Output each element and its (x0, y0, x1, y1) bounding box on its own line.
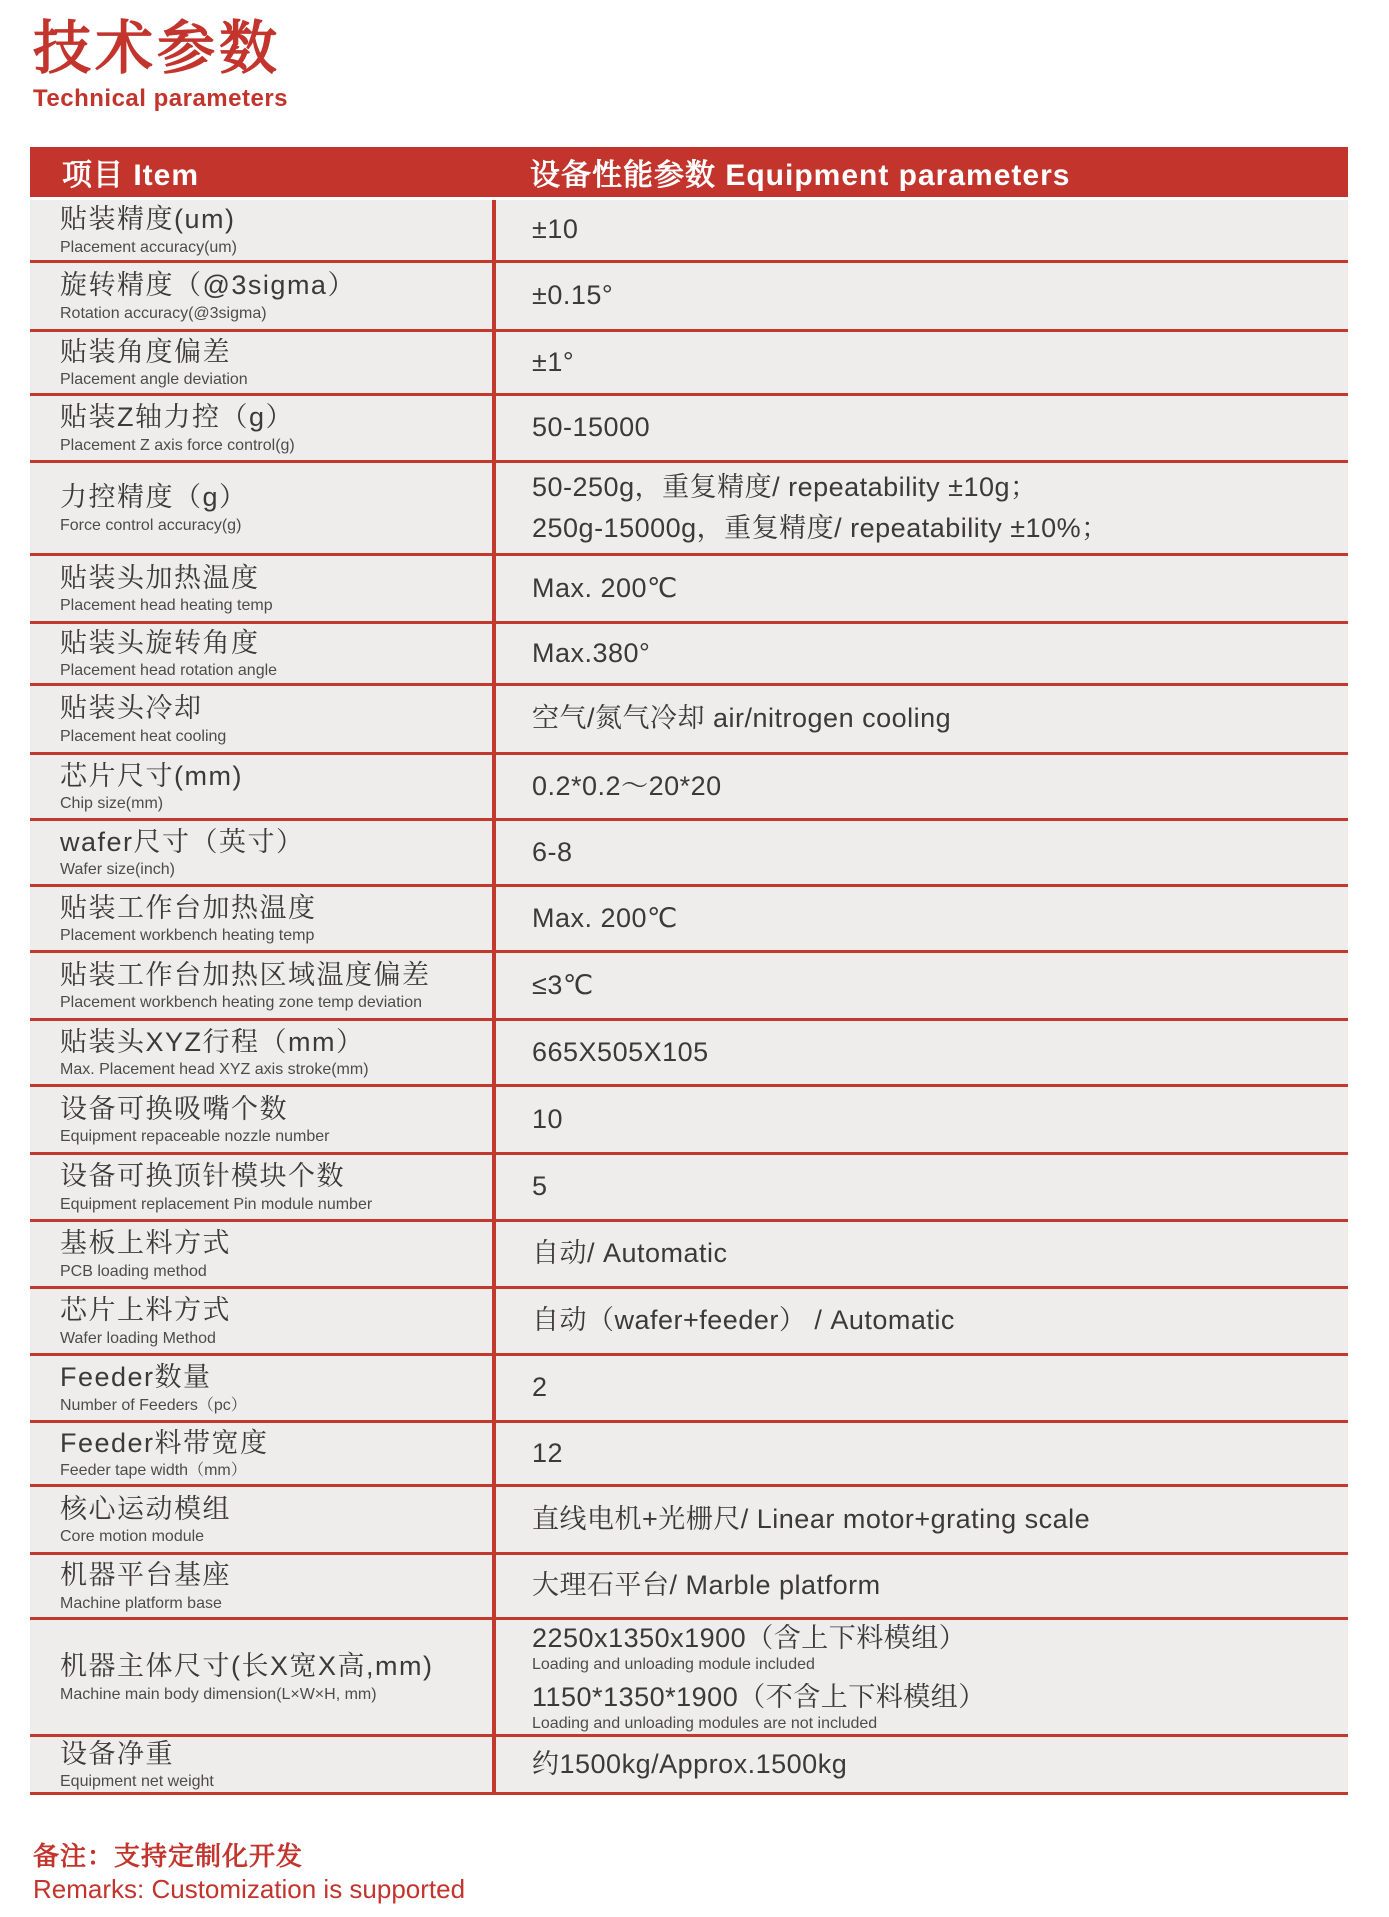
table-row (30, 1155, 1348, 1222)
table-row (30, 396, 1348, 463)
value-group (532, 636, 1338, 671)
value-group (532, 278, 1338, 313)
row-label-cell (30, 887, 492, 950)
table-row (30, 953, 1348, 1021)
row-value-cell (492, 463, 1348, 553)
value-caption: Loading and unloading modules are not included (532, 1715, 878, 1733)
value-group (532, 1035, 1338, 1070)
row-value: 1150*1350*1900（不含上下料模组） (532, 1682, 986, 1712)
row-value: 2 (532, 1372, 548, 1403)
row-label-cell (30, 396, 492, 460)
row-label-cn: 机器主体尺寸(长X宽X高,mm) (60, 1651, 434, 1682)
row-value-cell (492, 556, 1348, 621)
table-row (30, 887, 1348, 953)
row-label-cell (30, 1737, 492, 1792)
row-value: 自动/ Automatic (532, 1238, 728, 1269)
row-value: ±10 (532, 214, 579, 245)
row-label-en: Core motion module (60, 1528, 205, 1546)
row-label-en: Wafer loading Method (60, 1329, 216, 1347)
row-label-en: Placement workbench heating zone temp deviation (60, 994, 422, 1012)
row-label-en: Equipment replacement Pin module number (60, 1195, 373, 1213)
row-value-cell (492, 1737, 1348, 1792)
row-label-cn: 基板上料方式 (60, 1228, 231, 1259)
row-value-cell (492, 1423, 1348, 1484)
table-row (30, 1222, 1348, 1289)
row-label-cell (30, 1620, 492, 1734)
value-group (532, 1303, 1338, 1338)
row-label-en: Placement angle deviation (60, 371, 248, 389)
parameters-table (30, 147, 1348, 1795)
remark-en: Remarks: Customization is supported (33, 1873, 466, 1904)
value-group (532, 1568, 1338, 1603)
row-label-cell (30, 463, 492, 553)
row-label-cn: 贴装角度偏差 (60, 336, 231, 367)
table-row (30, 1487, 1348, 1555)
table-row (30, 1620, 1348, 1737)
row-label-cell (30, 1222, 492, 1286)
table-header (30, 147, 1348, 197)
row-label-cn: 芯片上料方式 (60, 1295, 231, 1326)
value-group (532, 769, 1338, 804)
row-value-cell (492, 396, 1348, 460)
row-label-en: Placement head rotation angle (60, 662, 278, 680)
row-value: 250g-15000g，重复精度/ repeatability ±10%； (532, 513, 1109, 543)
row-value: 50-250g，重复精度/ repeatability ±10g； (532, 471, 1038, 502)
row-label-cell (30, 1087, 492, 1152)
row-value-cell (492, 1356, 1348, 1420)
row-label-en: Placement Z axis force control(g) (60, 436, 295, 454)
row-label-cell (30, 1021, 492, 1084)
table-row (30, 686, 1348, 755)
row-value: 约1500kg/Approx.1500kg (532, 1748, 848, 1779)
row-label-cn: 旋转精度（@3sigma） (60, 270, 356, 301)
remarks (33, 1840, 465, 1905)
row-label-cell (30, 755, 492, 818)
row-value-cell (492, 887, 1348, 950)
value-group (532, 345, 1338, 380)
value-group (532, 212, 1338, 247)
row-value: Max. 200℃ (532, 572, 678, 603)
row-label-en: Machine main body dimension(L×W×H, mm) (60, 1685, 377, 1703)
row-value-cell (492, 332, 1348, 393)
page-subtitle: Technical parameters (33, 84, 289, 112)
row-label-cn: 贴装精度(um) (60, 204, 236, 235)
row-value: 0.2*0.2～20*20 (532, 770, 722, 801)
table-row (30, 624, 1348, 686)
row-value: Max. 200℃ (532, 902, 678, 933)
row-value-cell (492, 1620, 1348, 1734)
row-value: 12 (532, 1437, 564, 1468)
row-value: 10 (532, 1103, 564, 1134)
table-row (30, 821, 1348, 887)
row-value: 自动（wafer+feeder） / Automatic (532, 1305, 955, 1336)
row-value-cell (492, 953, 1348, 1018)
row-label-en: Feeder tape width（mm） (60, 1462, 247, 1480)
value-group (532, 1747, 1338, 1782)
row-label-en: Equipment net weight (60, 1773, 214, 1791)
table-row (30, 556, 1348, 624)
row-label-cn: Feeder数量 (60, 1362, 212, 1393)
value-group (532, 701, 1338, 736)
row-value-cell (492, 624, 1348, 683)
row-label-en: Machine platform base (60, 1594, 222, 1612)
row-label-en: Equipment repaceable nozzle number (60, 1128, 330, 1146)
row-value-cell (492, 755, 1348, 818)
value-group (532, 470, 1338, 505)
row-value: Max.380° (532, 637, 651, 668)
row-label-cell (30, 332, 492, 393)
table-row (30, 1737, 1348, 1795)
row-label-cn: 设备可换顶针模块个数 (60, 1161, 345, 1192)
row-label-en: PCB loading method (60, 1262, 207, 1280)
row-label-cn: 贴装Z轴力控（g） (60, 402, 295, 433)
row-value: 直线电机+光栅尺/ Linear motor+grating scale (532, 1503, 1091, 1534)
row-label-cn: wafer尺寸（英寸） (60, 826, 305, 857)
row-value: 空气/氮气冷却 air/nitrogen cooling (532, 703, 952, 734)
row-label-en: Placement head heating temp (60, 597, 273, 615)
row-label-cn: 核心运动模组 (60, 1493, 231, 1524)
row-label-en: Chip size(mm) (60, 795, 164, 813)
row-label-cell (30, 1423, 492, 1484)
table-row (30, 1423, 1348, 1487)
table-row (30, 332, 1348, 396)
row-label-cn: 贴装头旋转角度 (60, 627, 260, 658)
row-label-cell (30, 556, 492, 621)
value-group (532, 1370, 1338, 1405)
row-label-cell (30, 686, 492, 752)
row-label-cell (30, 263, 492, 329)
value-group (532, 1680, 1338, 1733)
value-group (532, 1169, 1338, 1204)
value-caption: Loading and unloading module included (532, 1655, 815, 1673)
row-value: 6-8 (532, 836, 573, 867)
row-label-cn: 贴装工作台加热区域温度偏差 (60, 959, 431, 990)
value-group (532, 1502, 1338, 1537)
table-row (30, 463, 1348, 556)
row-value-cell (492, 1289, 1348, 1353)
row-label-cn: 贴装头加热温度 (60, 562, 260, 593)
table-row (30, 1087, 1348, 1155)
header-item-cell: 项目 Item (62, 159, 200, 192)
row-label-cn: 芯片尺寸(mm) (60, 760, 243, 791)
value-group (532, 1621, 1338, 1674)
row-label-cn: 贴装头冷却 (60, 693, 203, 724)
row-value: ≤3℃ (532, 969, 594, 1000)
table-row (30, 1021, 1348, 1087)
row-label-cell (30, 1289, 492, 1353)
row-label-en: Rotation accuracy(@3sigma) (60, 304, 267, 322)
value-group (532, 1236, 1338, 1271)
row-value: 50-15000 (532, 412, 651, 443)
table-rows (30, 200, 1348, 1795)
row-value-cell (492, 1087, 1348, 1152)
row-value-cell (492, 1155, 1348, 1219)
value-group (532, 511, 1338, 546)
row-label-cn: 设备可换吸嘴个数 (60, 1093, 288, 1124)
value-group (532, 1102, 1338, 1137)
row-value: ±1° (532, 346, 575, 377)
row-value-cell (492, 263, 1348, 329)
row-label-en: Placement accuracy(um) (60, 238, 237, 256)
value-group (532, 410, 1338, 445)
row-value-cell (492, 1555, 1348, 1617)
row-label-en: Number of Feeders（pc） (60, 1396, 247, 1414)
row-value-cell (492, 1487, 1348, 1552)
table-row (30, 1289, 1348, 1356)
table-row (30, 263, 1348, 332)
value-group (532, 901, 1338, 936)
row-label-cell (30, 1555, 492, 1617)
row-value: 665X505X105 (532, 1036, 709, 1067)
row-label-cn: 机器平台基座 (60, 1560, 231, 1591)
row-label-en: Wafer size(inch) (60, 861, 175, 879)
table-row (30, 755, 1348, 821)
row-value-cell (492, 1021, 1348, 1084)
value-group (532, 571, 1338, 606)
row-value: 大理石平台/ Marble platform (532, 1570, 881, 1601)
row-label-cn: 贴装头XYZ行程（mm） (60, 1026, 365, 1057)
row-label-cell (30, 200, 492, 260)
row-label-en: Max. Placement head XYZ axis stroke(mm) (60, 1061, 369, 1079)
row-value: 2250x1350x1900（含上下料模组） (532, 1622, 967, 1653)
table-row (30, 200, 1348, 263)
table-row (30, 1356, 1348, 1423)
header-params-cell: 设备性能参数 Equipment parameters (530, 159, 1071, 192)
row-label-cell (30, 821, 492, 884)
row-label-cn: 力控精度（g） (60, 482, 248, 513)
row-label-cn: 贴装工作台加热温度 (60, 892, 317, 923)
row-value-cell (492, 1222, 1348, 1286)
page-title: 技术参数 (33, 16, 282, 81)
row-label-cell (30, 953, 492, 1018)
value-group (532, 835, 1338, 870)
row-label-en: Force control accuracy(g) (60, 516, 242, 534)
row-value-cell (492, 686, 1348, 752)
row-value: 5 (532, 1171, 548, 1202)
value-group (532, 1436, 1338, 1471)
row-label-en: Placement heat cooling (60, 727, 227, 745)
row-label-cell (30, 1356, 492, 1420)
row-value-cell (492, 821, 1348, 884)
row-label-cell (30, 1155, 492, 1219)
value-group (532, 968, 1338, 1003)
row-label-cn: Feeder料带宽度 (60, 1427, 269, 1458)
row-value: ±0.15° (532, 280, 614, 311)
row-label-en: Placement workbench heating temp (60, 927, 315, 945)
row-label-cell (30, 1487, 492, 1552)
title-block (33, 16, 288, 113)
row-label-cell (30, 624, 492, 683)
table-row (30, 1555, 1348, 1620)
row-value-cell (492, 200, 1348, 260)
remark-cn: 备注：支持定制化开发 (33, 1841, 304, 1871)
row-label-cn: 设备净重 (60, 1738, 174, 1769)
